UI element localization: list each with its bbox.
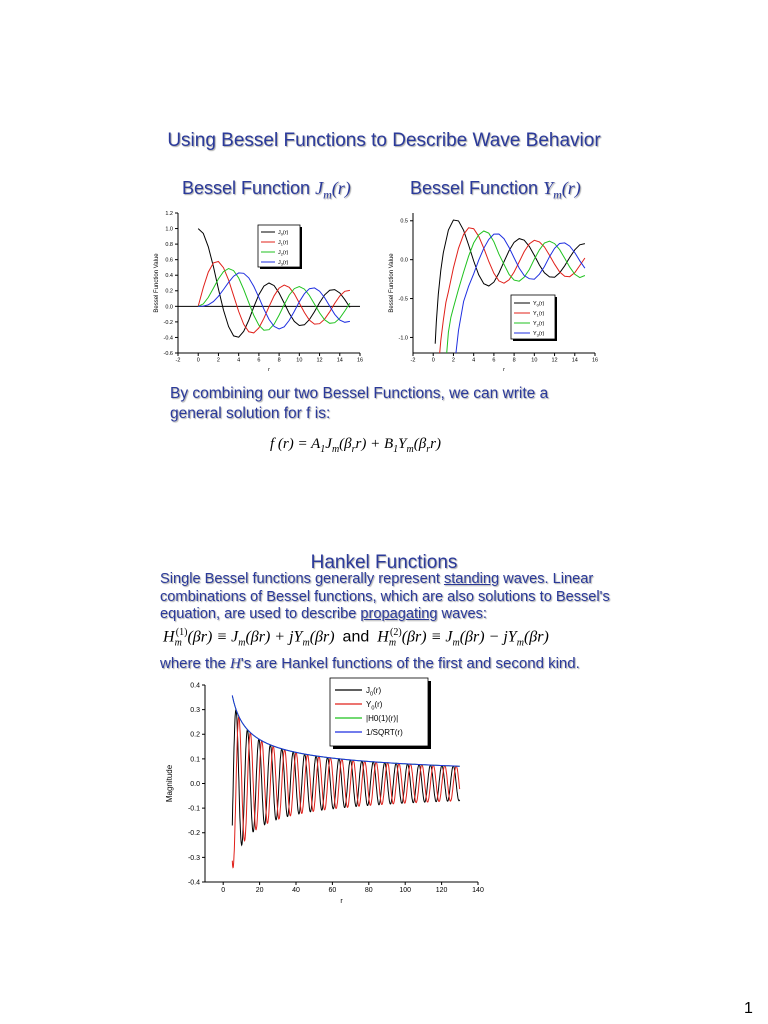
x-tick-label: 140 bbox=[472, 887, 484, 894]
general-solution-equation: f $(r) = A_1J_m(\beta_rr) + B_1Y_m(\beta_rr)$ bbox=[270, 436, 441, 455]
x-tick-label: 0 bbox=[431, 357, 435, 364]
y-tick-label: 0.5 bbox=[400, 218, 408, 225]
legend-label: $J_1(r)$ bbox=[278, 240, 289, 247]
y-tick-label: 0.0 bbox=[165, 304, 173, 311]
x-tick-label: 60 bbox=[328, 887, 337, 894]
y-axis-label: Bessel Function Value bbox=[154, 253, 160, 313]
bessel-y-heading-math: $Y_m(r)$ bbox=[543, 178, 581, 202]
x-tick-label: 16 bbox=[591, 357, 599, 364]
hankel-kinds-text: where the H's are Hankel functions of the first and second kind. bbox=[160, 655, 580, 672]
legend-label: 1/SQRT(r) bbox=[366, 728, 403, 737]
y-tick-label: -0.2 bbox=[187, 830, 200, 838]
bessel-j-heading bbox=[182, 178, 351, 203]
y-tick-label: 0.6 bbox=[165, 257, 173, 264]
x-tick-label: 2 bbox=[451, 357, 455, 364]
x-axis-label: r bbox=[340, 898, 343, 905]
x-tick-label: 0 bbox=[196, 357, 200, 364]
x-tick-label: 40 bbox=[292, 887, 300, 894]
legend-label: |H0(1)(r)| bbox=[366, 714, 399, 723]
x-tick-label: 8 bbox=[512, 357, 516, 364]
y-tick-label: -1.0 bbox=[398, 335, 408, 342]
x-tick-label: 80 bbox=[364, 887, 373, 894]
hankel-title: Hankel Functions bbox=[310, 552, 458, 573]
combine-paragraph bbox=[170, 384, 600, 424]
x-tick-label: 120 bbox=[435, 887, 448, 894]
x-tick-label: -2 bbox=[410, 357, 416, 364]
x-tick-label: 6 bbox=[257, 357, 261, 364]
legend-label: $J_0(r)$ bbox=[278, 230, 289, 237]
x-tick-label: 14 bbox=[336, 357, 343, 364]
y-tick-label: 1.2 bbox=[165, 210, 173, 217]
y-tick-label: 0.4 bbox=[190, 682, 200, 690]
hankel-chart bbox=[160, 675, 490, 915]
y-tick-label: -0.2 bbox=[163, 319, 173, 326]
legend-label: $J_0(r)$ bbox=[366, 686, 382, 698]
x-tick-label: -2 bbox=[175, 357, 181, 364]
x-axis-label: r bbox=[268, 367, 270, 373]
page-title: Using Bessel Functions to Describe Wave Behavior bbox=[167, 130, 601, 151]
x-tick-label: 0 bbox=[221, 887, 226, 894]
x-tick-label: 6 bbox=[492, 357, 496, 364]
legend-label: $Y_0(r)$ bbox=[366, 700, 383, 712]
y-tick-label: 1.0 bbox=[165, 226, 173, 233]
x-tick-label: 16 bbox=[356, 357, 364, 364]
page-number: 1 bbox=[744, 1000, 753, 1017]
legend-label: $Y_3(r)$ bbox=[533, 331, 545, 338]
y-tick-label: 0.8 bbox=[165, 242, 173, 249]
combine-text: By combining our two Bessel Functions, we can write a general solution for f is: bbox=[170, 385, 549, 422]
series-line bbox=[435, 220, 585, 344]
bessel-y-heading bbox=[410, 178, 581, 203]
hankel-equation: $H_m^{(1)}(\beta r) \equiv J_m(\beta r) + jY_m(\beta r)$ and $H_m^{(2)}(\beta r) \equiv J_m(\beta r) - jY_m(\beta r)$ bbox=[163, 627, 549, 649]
y-tick-label: 0.0 bbox=[400, 257, 408, 264]
y-tick-label: 0.0 bbox=[190, 780, 200, 788]
x-tick-label: 4 bbox=[237, 357, 241, 364]
legend-label: $Y_1(r)$ bbox=[533, 311, 545, 318]
x-tick-label: 4 bbox=[472, 357, 476, 364]
y-tick-label: -0.6 bbox=[163, 350, 173, 357]
bessel-j-heading-math: $J_m(r)$ bbox=[315, 178, 351, 202]
x-tick-label: 12 bbox=[316, 357, 323, 364]
y-tick-label: -0.1 bbox=[187, 805, 200, 813]
x-tick-label: 2 bbox=[216, 357, 220, 364]
y-tick-label: -0.5 bbox=[398, 296, 408, 303]
y-tick-label: 0.2 bbox=[190, 731, 200, 739]
legend-label: $J_3(r)$ bbox=[278, 260, 289, 267]
y-axis-label: Magnitude bbox=[165, 764, 174, 803]
legend-label: $Y_2(r)$ bbox=[533, 321, 545, 328]
y-axis-label: Bessel Function Value bbox=[389, 253, 395, 313]
bessel-y-chart bbox=[385, 205, 605, 375]
x-tick-label: 14 bbox=[571, 357, 578, 364]
x-tick-label: 10 bbox=[296, 357, 303, 364]
bessel-j-heading-prefix: Bessel Function bbox=[182, 178, 316, 198]
bessel-y-heading-prefix: Bessel Function bbox=[410, 178, 544, 198]
y-tick-label: 0.1 bbox=[190, 756, 200, 764]
bessel-j-chart bbox=[150, 205, 370, 375]
series-line bbox=[198, 262, 350, 333]
y-tick-label: -0.3 bbox=[187, 854, 200, 862]
x-tick-label: 100 bbox=[399, 887, 412, 894]
x-tick-label: 10 bbox=[531, 357, 538, 364]
y-tick-label: 0.3 bbox=[190, 707, 200, 715]
x-tick-label: 12 bbox=[551, 357, 558, 364]
y-tick-label: 0.4 bbox=[165, 273, 173, 280]
y-tick-label: -0.4 bbox=[163, 335, 173, 342]
y-tick-label: -0.4 bbox=[187, 879, 200, 887]
y-tick-label: 0.2 bbox=[165, 288, 173, 295]
hankel-paragraph: Single Bessel functions generally represent standing waves. Linear combinations of Bessel functions, which are also solutions to Bessel's equation, are used to describe propagating waves: bbox=[160, 571, 610, 622]
x-tick-label: 8 bbox=[277, 357, 281, 364]
x-axis-label: r bbox=[503, 367, 505, 373]
x-tick-label: 20 bbox=[255, 887, 264, 894]
legend-label: $Y_0(r)$ bbox=[533, 301, 545, 308]
legend-label: $J_2(r)$ bbox=[278, 250, 289, 257]
